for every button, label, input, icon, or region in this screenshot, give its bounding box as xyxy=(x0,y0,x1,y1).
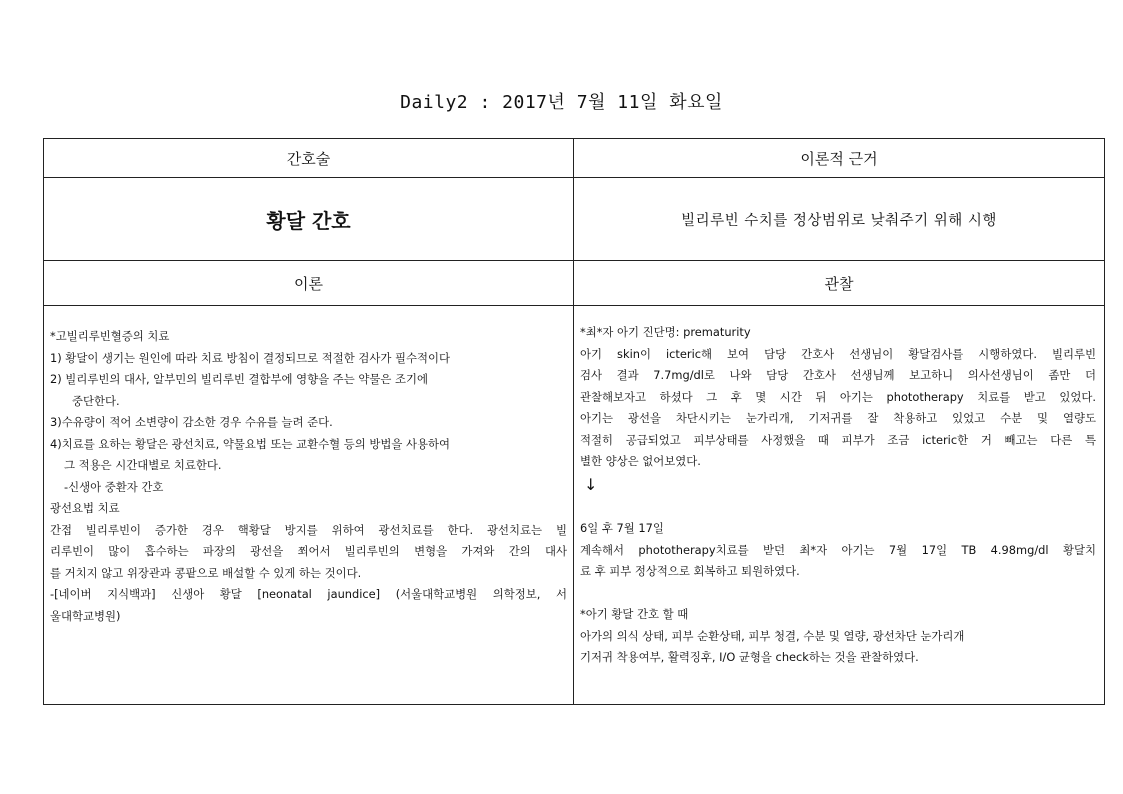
theory-line: *고빌리루빈혈증의 치료 xyxy=(50,329,170,343)
blank-line xyxy=(580,583,1096,605)
observation-line: 관찰해보자고 하셨다 그 후 몇 시간 뒤 아기는 phototherapy 치료를 받고 있었다. xyxy=(580,389,1096,404)
down-arrow-icon: ↓ xyxy=(584,474,598,494)
theory-line: 2) 빌리루빈의 대사, 알부민의 빌리루빈 결합부에 영향을 주는 약물은 조기에 xyxy=(50,372,429,386)
theory-line: 4)치료를 요하는 황달은 광선치료, 약물요법 또는 교환수혈 등의 방법을 사용하여 xyxy=(50,436,451,451)
nursing-skill-header: 간호술 xyxy=(44,139,574,178)
theory-line: -[네이버 지식백과] 신생아 황달 [neonatal jaundice] (서울대학교병원 의학정보, 서 xyxy=(50,587,567,601)
theory-line: 중단한다. xyxy=(72,393,120,408)
theoretical-basis-header: 이론적 근거 xyxy=(574,139,1105,178)
content-row xyxy=(44,306,1105,705)
topic-cell: 황달 간호 xyxy=(44,178,574,261)
theory-line: 간접 빌리루빈이 증가한 경우 핵황달 방지를 위하여 광선치료를 한다. 광선치료는 빌 xyxy=(50,522,567,537)
observation-line: 아가의 의식 상태, 피부 순환상태, 피부 청결, 수분 및 열량, 광선차단 눈가리개 xyxy=(580,628,965,643)
theory-line: 그 적용은 시간대별로 치료한다. xyxy=(64,458,222,472)
page-title: Daily2 : 2017년 7월 11일 화요일 xyxy=(400,92,723,113)
observation-line: 검사 결과 7.7mg/dl로 나와 담당 간호사 선생님께 보고하니 의사선생님이 좀만 더 xyxy=(580,368,1096,382)
observation-line: 6일 후 7월 17일 xyxy=(580,521,664,535)
observation-line: 계속해서 phototherapy치료를 받던 최*자 아기는 7월 17일 TB 4.98mg/dl 황달치 xyxy=(580,542,1096,557)
topic-row xyxy=(44,178,1105,261)
basis-cell: 빌리루빈 수치를 정상범위로 낮춰주기 위해 시행 xyxy=(574,178,1105,261)
observation-line: 적절히 공급되었고 피부상태를 사정했을 때 피부가 조금 icteric한 거 빼고는 다른 특 xyxy=(580,432,1096,447)
observation-line: 아기는 광선을 차단시키는 눈가리개, 기저귀를 잘 착용하고 있었고 수분 및 열량도 xyxy=(580,411,1096,425)
observation-line: *최*자 아기 진단명: prematurity xyxy=(580,325,751,339)
theory-line: -신생아 중환자 간호 xyxy=(64,479,164,494)
theory-line: 리루빈이 많이 흡수하는 파장의 광선을 쬐어서 빌리루빈의 변형을 가져와 간의 대사 xyxy=(50,544,567,558)
theory-line: 광선요법 치료 xyxy=(50,501,120,515)
theory-header: 이론 xyxy=(44,261,574,306)
theory-line: 를 거치지 않고 위장관과 콩팥으로 배설할 수 있게 하는 것이다. xyxy=(50,565,362,580)
observation-line: 별한 양상은 없어보였다. xyxy=(580,454,701,468)
observation-line: 아기 skin이 icteric해 보여 담당 간호사 선생님이 황달검사를 시행하였다. 빌리루빈 xyxy=(580,346,1096,361)
theory-line: 3)수유량이 적어 소변량이 감소한 경우 수유를 늘려 준다. xyxy=(50,415,333,429)
theory-line: 울대학교병원) xyxy=(50,608,121,623)
header-row-2 xyxy=(44,261,1105,306)
header-row-1 xyxy=(44,139,1105,178)
observation-cell xyxy=(574,306,1105,705)
care-plan-table xyxy=(43,138,1105,705)
observation-line: 기저귀 착용여부, 활력징후, I/O 균형을 check하는 것을 관찰하였다. xyxy=(580,650,919,664)
observation-line: 료 후 피부 정상적으로 회복하고 퇴원하였다. xyxy=(580,564,800,578)
blank-line xyxy=(580,497,1096,519)
theory-line: 1) 황달이 생기는 원인에 따라 치료 방침이 결정되므로 적절한 검사가 필수적이다 xyxy=(50,350,451,365)
theory-cell xyxy=(44,306,574,705)
observation-header: 관찰 xyxy=(574,261,1105,306)
observation-line: *아기 황달 간호 할 때 xyxy=(580,607,689,621)
